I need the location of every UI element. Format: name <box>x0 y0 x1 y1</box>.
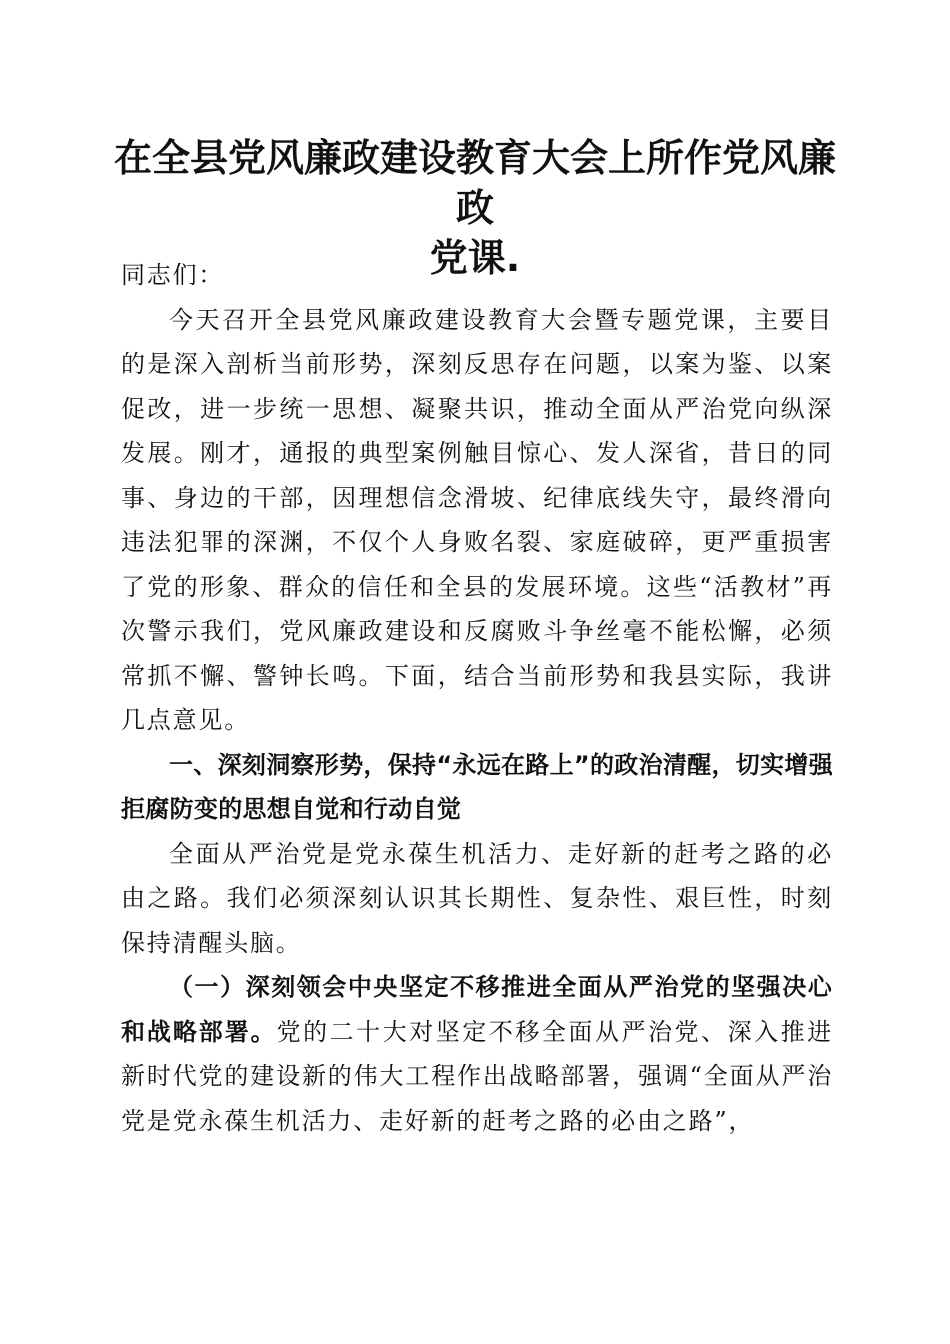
paragraph-1: 全面从严治党是党永葆生机活力、走好新的赶考之路的必由之路。我们必须深刻认识其长期性、复杂性、艰巨性，时刻保持清醒头脑。 <box>121 839 833 957</box>
salutation: 同志们： <box>121 261 225 289</box>
section-heading-1: 一、深刻洞察形势，保持“永远在路上”的政治清醒，切实增强拒腐防变的思想自觉和行动自觉 <box>121 750 833 823</box>
paragraph-intro: 今天召开全县党风廉政建设教育大会暨专题党课，主要目的是深入剖析当前形势，深刻反思存在问题，以案为鉴、以案促改，进一步统一思想、凝聚共识，推动全面从严治党向纵深发展。刚才，通报的典型案例触目惊心、发人深省，昔日的同事、身边的干部，因理想信念滑坡、纪律底线失守，最终滑向违法犯罪的深渊，不仅个人身败名裂、家庭破碎，更严重损害了党的形象、群众的信任和全县的发展环境。这些“活教材”再次警示我们，党风廉政建设和反腐败斗争丝毫不能松懈，必须常抓不懈、警钟长鸣。下面，结合当前形势和我县实际，我讲几点意见。 <box>121 305 833 734</box>
subheading-1: （一）深刻领会中央坚定不移推进全面从严治党的坚强决心和战略部署。 <box>121 973 833 1046</box>
paragraph-2-text: 党的二十大对坚定不移全面从严治党、深入推进新时代党的建设新的伟大工程作出战略部署，强调“全面从严治党是党永葆生机活力、走好新的赶考之路的必由之路”， <box>121 1017 833 1135</box>
document-body <box>121 253 833 1143</box>
title-line-2: 党课. <box>429 236 521 280</box>
paragraph-2 <box>121 965 833 1143</box>
title-line-1: 在全县党风廉政建设教育大会上所作党风廉政 <box>113 136 836 230</box>
